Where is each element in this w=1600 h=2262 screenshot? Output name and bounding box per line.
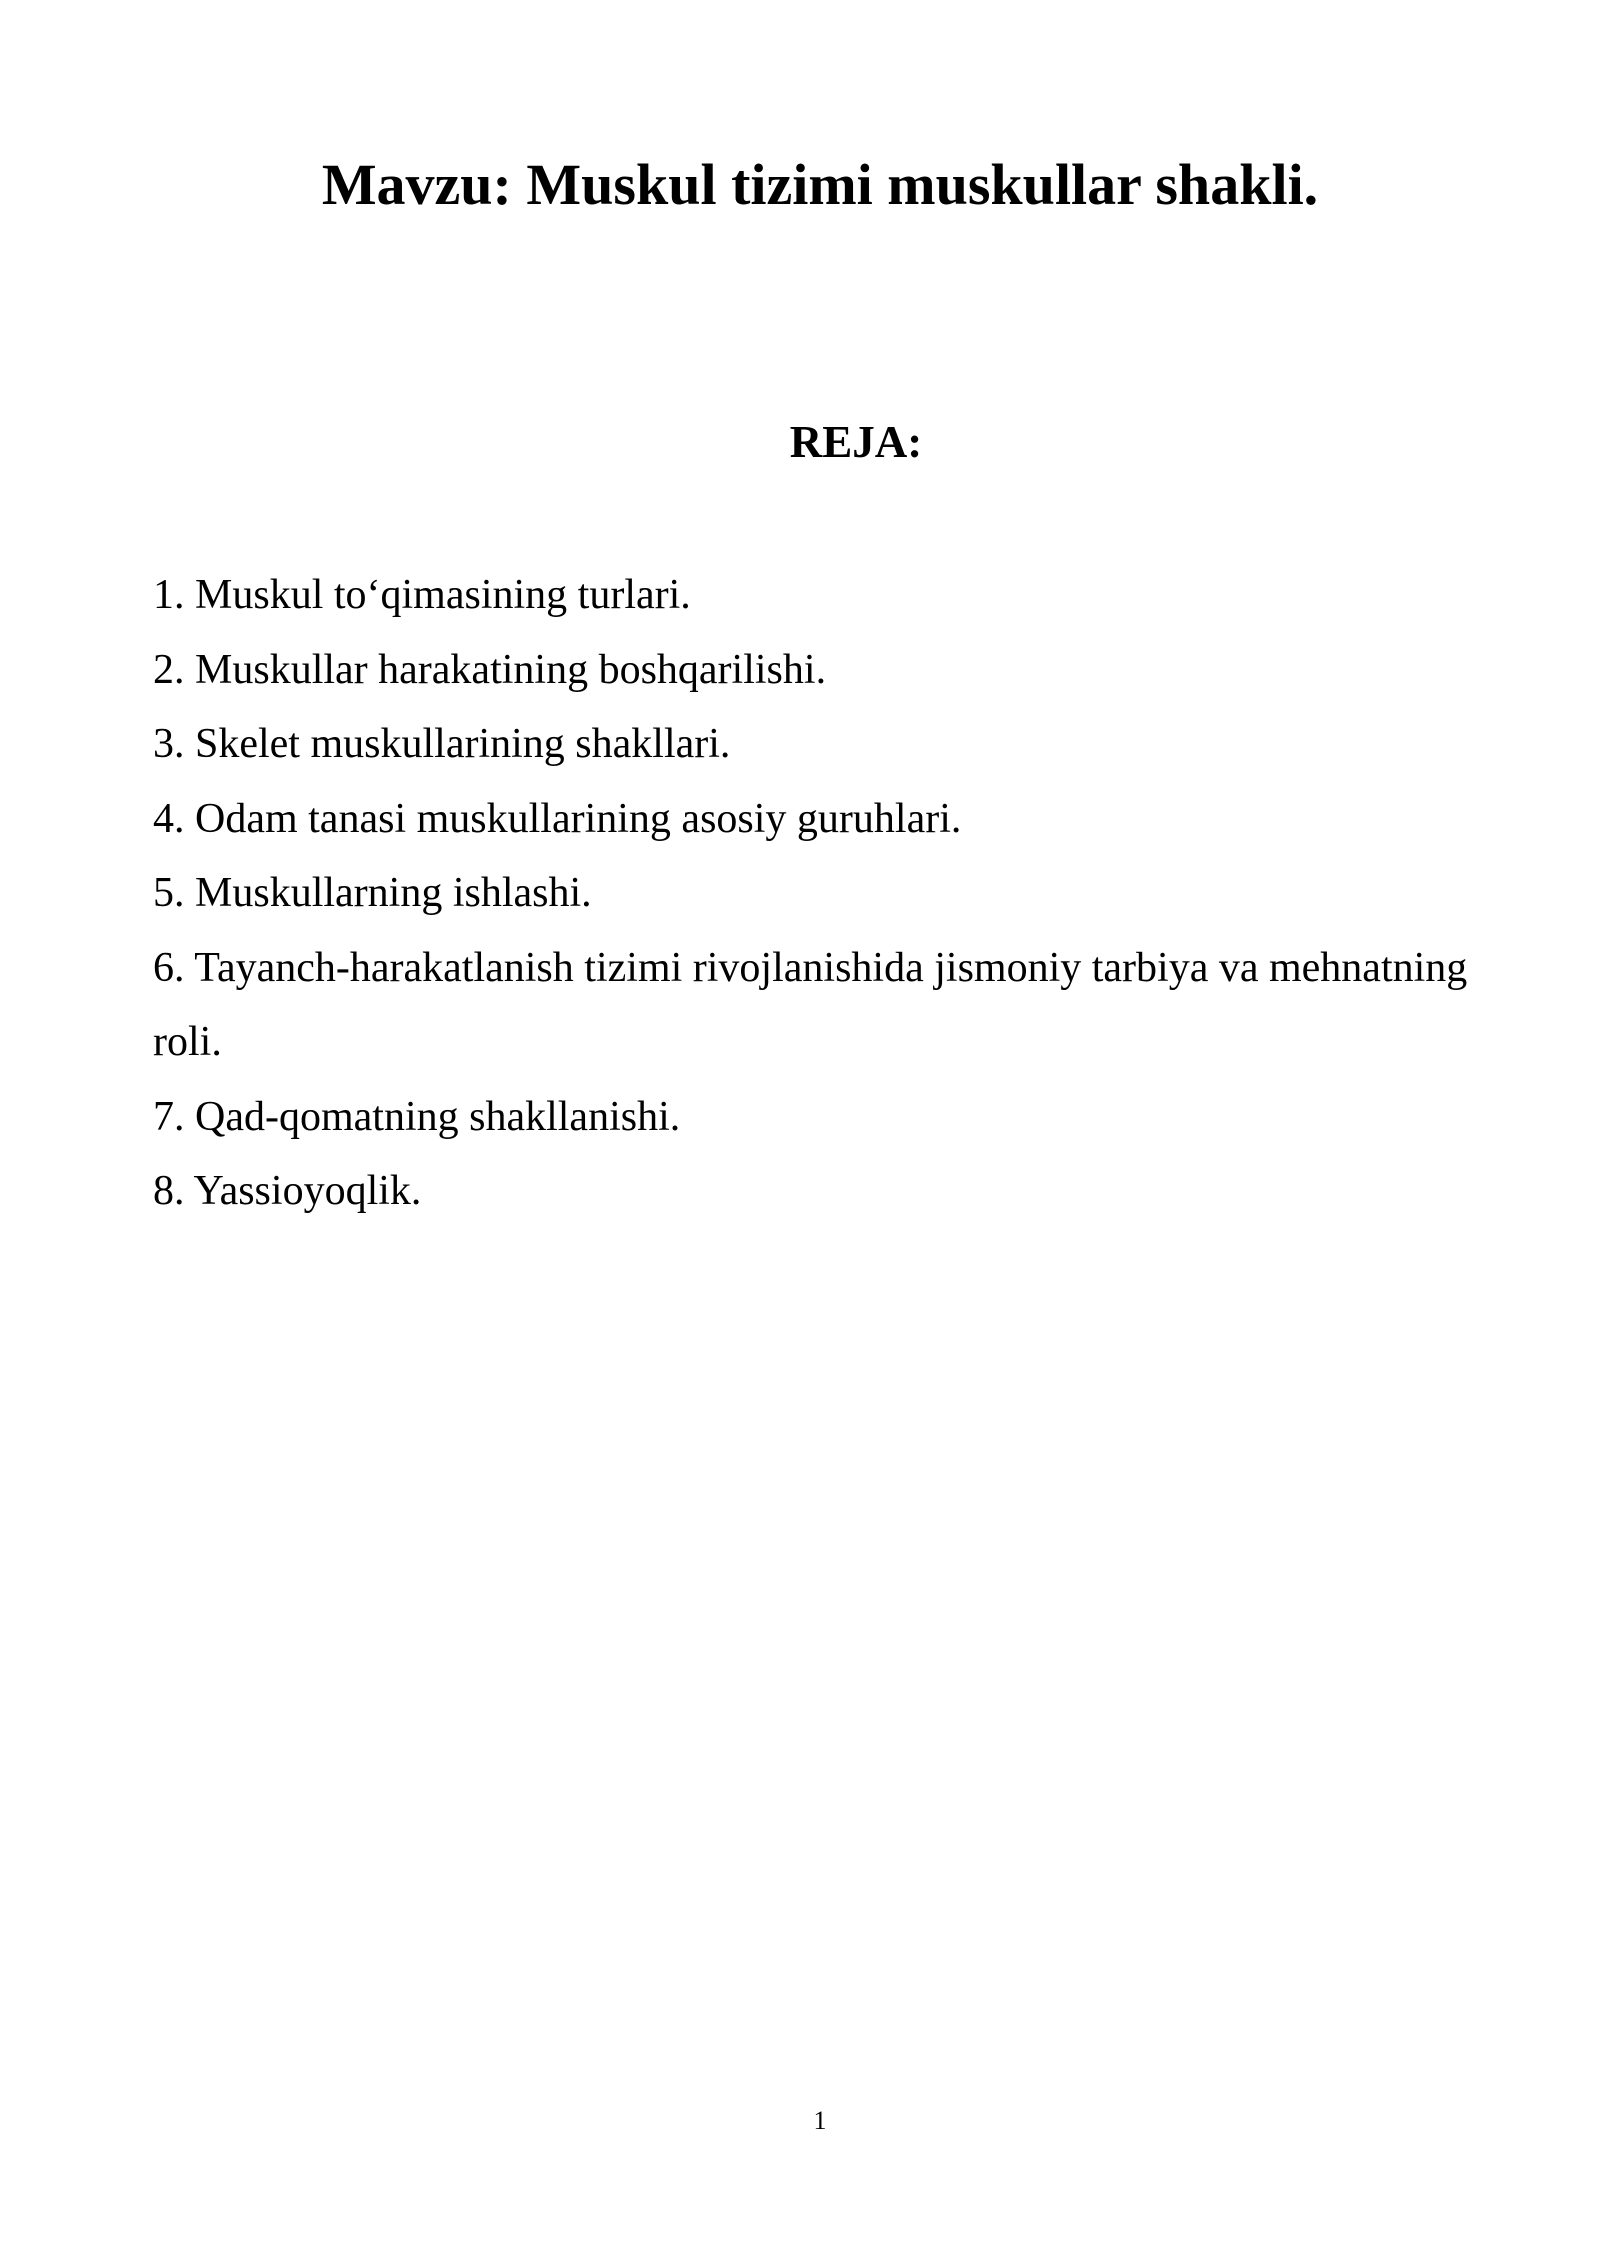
page-number: 1 [813,2106,827,2135]
plan-item: 1. Muskul to‘qimasining turlari. [153,572,691,618]
plan-item: 6. Tayanch-harakatlanish tizimi rivojlanishida jismoniy tarbiya va mehnatning roli. [153,944,1468,1065]
plan-list [153,558,1513,1229]
plan-item: 4. Odam tanasi muskullarining asosiy guruhlari. [153,795,962,842]
plan-item: 5. Muskullarning ishlashi. [153,870,592,916]
plan-item: 3. Skelet muskullarining shakllari. [153,721,731,767]
plan-heading: REJA: [789,417,923,467]
plan-item: 7. Qad-qomatning shakllanishi. [153,1093,681,1140]
document-title: Mavzu: Muskul tizimi muskullar shakli. [321,152,1319,217]
plan-item: 8. Yassioyoqlik. [153,1168,422,1214]
plan-item: 2. Muskullar harakatining boshqarilishi. [153,646,827,693]
